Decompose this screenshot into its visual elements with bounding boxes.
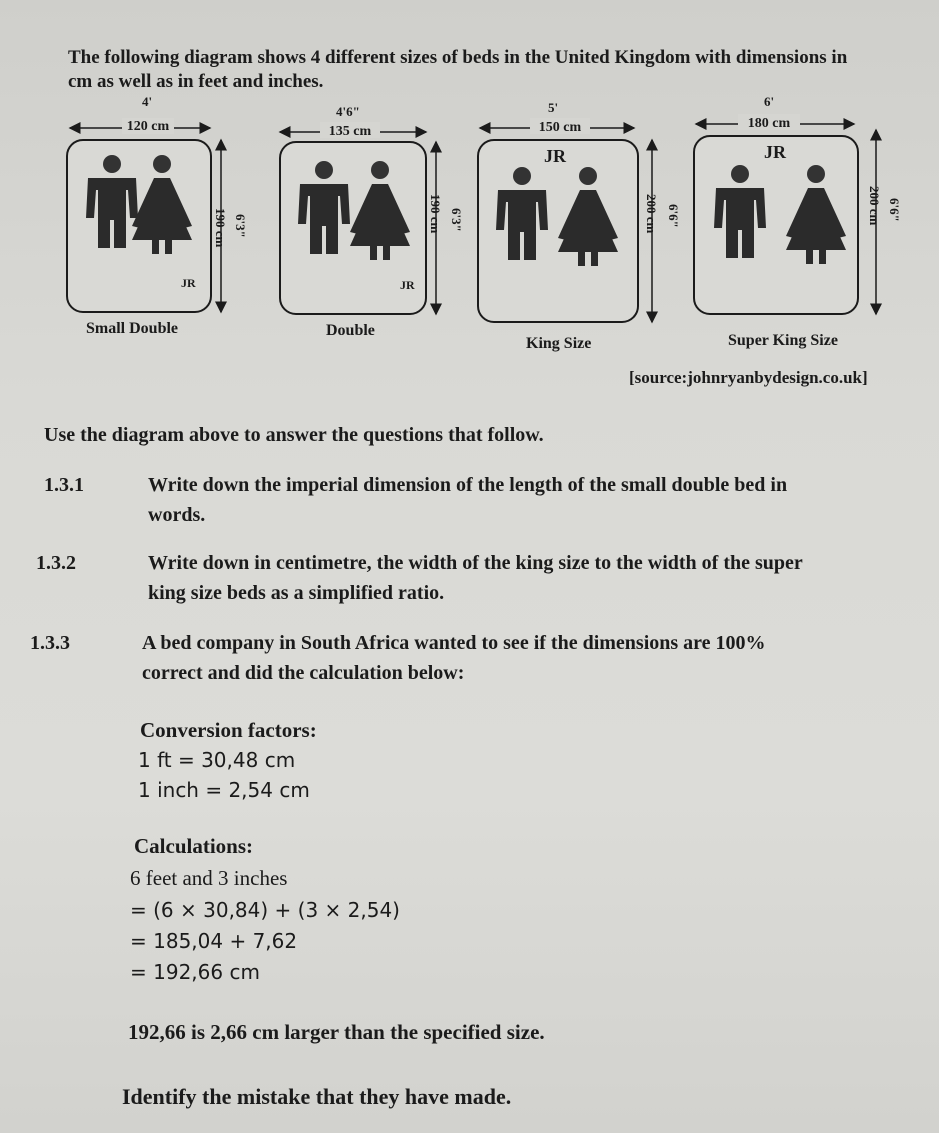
conclusion-text: 192,66 is 2,66 cm larger than the specified size. (128, 1020, 545, 1044)
calculation-line: 6 feet and 3 inches (130, 866, 288, 890)
bed-double (280, 104, 464, 339)
bed-width-cm: 120 cm (126, 119, 170, 134)
bed-logo: JR (181, 276, 196, 290)
conversion-heading: Conversion factors: (140, 718, 317, 742)
bed-king-size (478, 100, 681, 352)
question-line: Write down the imperial dimension of the length of the small double bed in (148, 474, 788, 496)
question-text (148, 548, 928, 608)
question-number: 1.3.2 (36, 552, 76, 574)
conversion-line: 1 inch = 2,54 cm (138, 778, 310, 802)
intro-text: The following diagram shows 4 different sizes of beds in the United Kingdom with dimensions in cm as well as in feet and inches. (68, 47, 848, 92)
bed-width-imperial: 5' (548, 100, 559, 115)
conversion-line: 1 ft = 30,48 cm (138, 748, 296, 772)
calculation-line: = 192,66 cm (130, 960, 260, 984)
bed-name: King Size (526, 335, 592, 352)
bed-length-imperial: 6'6" (666, 204, 681, 228)
bed-name: Super King Size (728, 332, 838, 349)
bed-length-imperial: 6'6" (887, 198, 902, 222)
bed-length-imperial: 6'3" (233, 214, 248, 238)
bed-super-king-size (694, 94, 902, 349)
calculation-line: = (6 × 30,84) + (3 × 2,54) (130, 898, 400, 922)
bed-width-cm: 135 cm (328, 124, 372, 139)
question-line: correct and did the calculation below: (142, 662, 465, 684)
bed-logo: JR (400, 278, 415, 292)
question-line: Write down in centimetre, the width of the king size to the width of the super (148, 552, 803, 574)
instructions-lead: Use the diagram above to answer the questions that follow. (44, 424, 544, 446)
question-text (148, 470, 918, 530)
bed-sizes-diagram (50, 90, 900, 360)
bed-length-cm: 190 cm (428, 194, 443, 234)
bed-length-imperial: 6'3" (449, 208, 464, 232)
bed-length-cm: 190 cm (213, 208, 228, 248)
question-number: 1.3.3 (30, 632, 70, 654)
bed-width-imperial: 4' (142, 94, 153, 109)
bed-width-cm: 150 cm (538, 120, 582, 135)
bed-name: Double (326, 322, 375, 339)
question-text (142, 628, 922, 688)
bed-width-cm: 180 cm (747, 116, 791, 131)
question-line: A bed company in South Africa wanted to see if the dimensions are 100% (142, 632, 766, 654)
bed-logo: JR (764, 142, 786, 162)
question-line: king size beds as a simplified ratio. (148, 582, 445, 604)
final-instruction: Identify the mistake that they have made. (122, 1084, 512, 1109)
bed-width-imperial: 6' (764, 94, 775, 109)
bed-logo: JR (544, 146, 566, 166)
bed-name: Small Double (86, 320, 179, 337)
bed-width-imperial: 4'6" (336, 104, 360, 119)
calculations-heading: Calculations: (134, 834, 254, 858)
question-line: words. (148, 504, 206, 526)
bed-length-cm: 200 cm (867, 186, 882, 226)
calculation-line: = 185,04 + 7,62 (130, 929, 298, 953)
source-citation: [source:johnryanbydesign.co.uk] (629, 368, 868, 387)
bed-small-double (67, 94, 248, 337)
question-number: 1.3.1 (44, 474, 84, 496)
bed-length-cm: 200 cm (644, 194, 659, 234)
